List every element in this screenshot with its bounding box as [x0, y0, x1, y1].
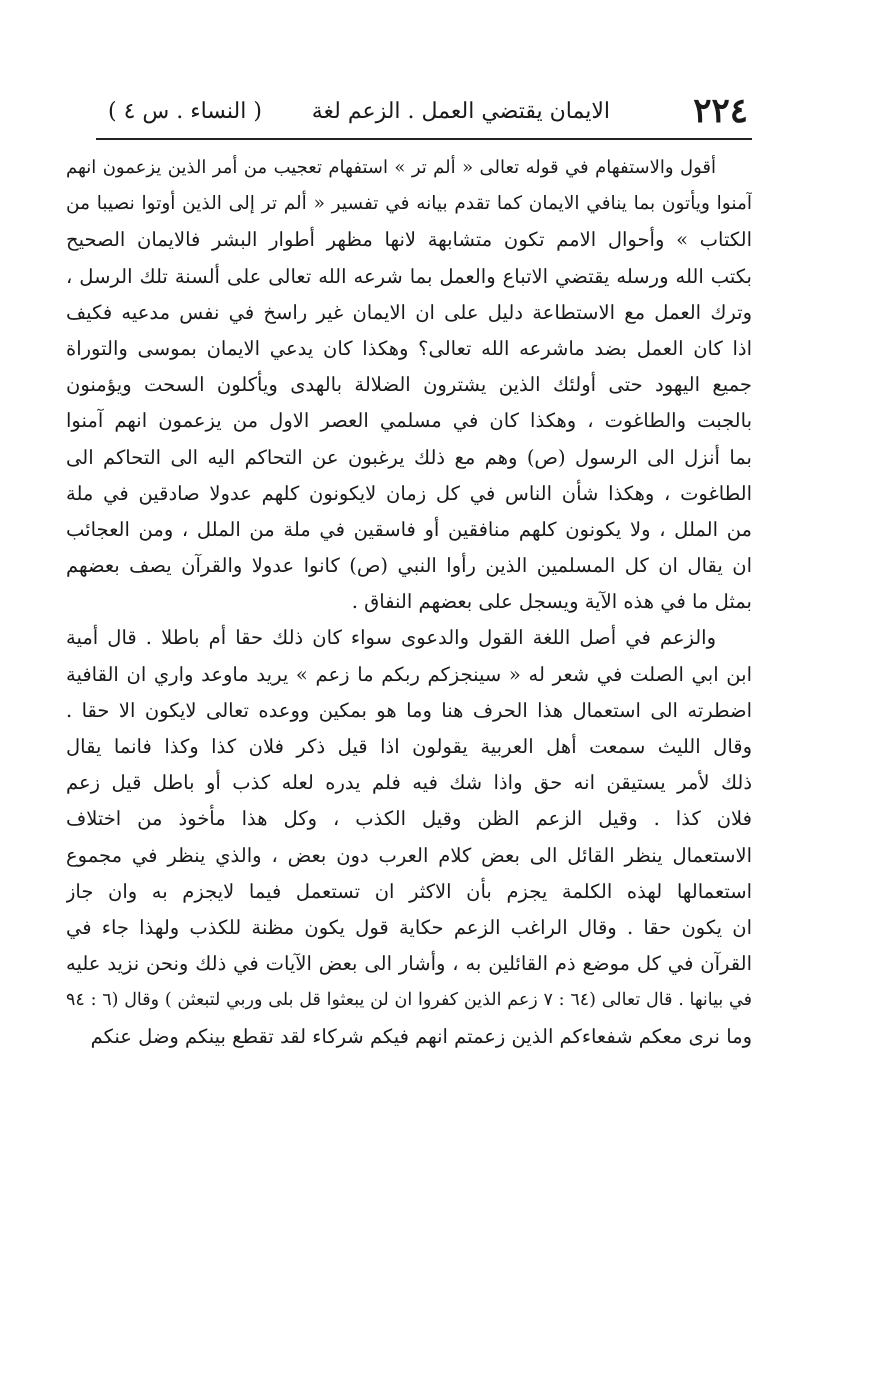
- text-line: من الملل ، ولا يكونون كلهم منافقين أو فاسقين في ملة من الملل ، ومن العجائب: [66, 517, 752, 541]
- text-line: الاستعمال ينظر القائل الى بعض كلام العرب دون بعض ، والذي ينظر في مجموع: [66, 843, 752, 867]
- text-line: ذلك لأمر يستيقن انه حق واذا شك فيه فلم يدره لعله كذب أو باطل قيل زعم: [66, 771, 752, 795]
- text-line: اضطرته الى استعمال هذا الحرف هنا وما هو بمكين ووعده تعالى لايكون الا حقا .: [66, 698, 752, 722]
- text-line: بمثل ما في هذه الآية ويسجل على بعضهم النفاق .: [351, 590, 752, 614]
- paragraph: [66, 620, 752, 1054]
- text-line: ان يقال ان كل المسلمين الذين رأوا النبي (ص) كانوا عدولا والقرآن يصف بعضهم: [66, 554, 752, 578]
- header-rule: [96, 138, 752, 140]
- text-line: بما أنزل الى الرسول (ص) وهم مع ذلك يرغبون عن التحاكم اليه الى التحاكم الى: [66, 445, 752, 469]
- text-line: في بيانها . قال تعالى (٦٤ : ٧ زعم الذين كفروا ان لن يبعثوا قل بلى وربي لتبعثن ) وقال (٦ : ٩٤: [66, 990, 752, 1011]
- text-line: الكتاب » وأحوال الامم تكون متشابهة لانها مظهر أطوار البشر فالايمان الصحيح: [66, 228, 752, 252]
- text-line: آمنوا ويأتون بما ينافي الايمان كما تقدم بيانه في تفسير « ألم تر إلى الذين أوتوا نصيبا من: [66, 193, 752, 215]
- page-header: [108, 88, 748, 134]
- text-line: ابن ابي الصلت في شعر له « سينجزكم ربكم ما زعم » يريد ماوعد واري ان القافية: [66, 662, 752, 686]
- text-line: وقال الليث سمعت أهل العربية يقولون اذا قيل ذكر فلان كذا وكذا فانما يقال: [66, 735, 752, 758]
- text-line: بكتب الله ورسله يقتضي الاتباع والعمل بما شرعه الله تعالى على ألسنة تلك الرسل ،: [66, 264, 752, 288]
- text-line: القرآن في كل موضع ذم القائلين به ، وأشار الى بعض الآيات في ذلك ونحن نزيد عليه: [66, 952, 752, 976]
- text-line: وترك العمل مع الاستطاعة دليل على ان الايمان غير راسخ في نفس مدعيه فكيف: [66, 300, 752, 324]
- text-line: ان يكون حقا . وقال الراغب الزعم حكاية قول يكون مظنة للكذب ولهذا جاء في: [66, 915, 752, 939]
- text-line: وما نرى معكم شفعاءكم الذين زعمتم انهم فيكم شركاء لقد تقطع بينكم وضل عنكم: [90, 1024, 752, 1048]
- running-title: الايمان يقتضي العمل . الزعم لغة: [311, 99, 610, 124]
- page-number: ٢٢٤: [693, 91, 748, 131]
- text-line: استعمالها لهذه الكلمة يجزم بأن الاكثر ان تستعمل فيما لايجزم به وان جاز: [66, 879, 752, 903]
- page-body: [66, 150, 752, 1055]
- text-line: جميع اليهود حتى أولئك الذين يشترون الضلالة بالهدى ويأكلون السحت ويؤمنون: [66, 373, 752, 397]
- paragraph: [66, 150, 752, 620]
- text-line: بالجبت والطاغوت ، وهكذا كان في مسلمي العصر الاول من يزعمون انهم آمنوا: [66, 409, 752, 433]
- text-line: أقول والاستفهام في قوله تعالى « ألم تر » استفهام تعجيب من أمر الذين يزعمون انهم: [66, 157, 716, 178]
- text-line: والزعم في أصل اللغة القول والدعوى سواء كان ذلك حقا أم باطلا . قال أمية: [66, 626, 716, 650]
- text-line: الطاغوت ، وهكذا شأن الناس في كل زمان لايكونون كلهم عدولا صادقين في ملة: [66, 481, 752, 505]
- chapter-reference: ( النساء . س ٤ ): [108, 99, 262, 124]
- text-line: اذا كان العمل بضد ماشرعه الله تعالى؟ وهكذا كان يدعي الايمان بموسى والتوراة: [66, 336, 752, 360]
- text-line: فلان كذا . وقيل الزعم الظن وقيل الكذب ، وكل هذا مأخوذ من اختلاف: [66, 807, 752, 831]
